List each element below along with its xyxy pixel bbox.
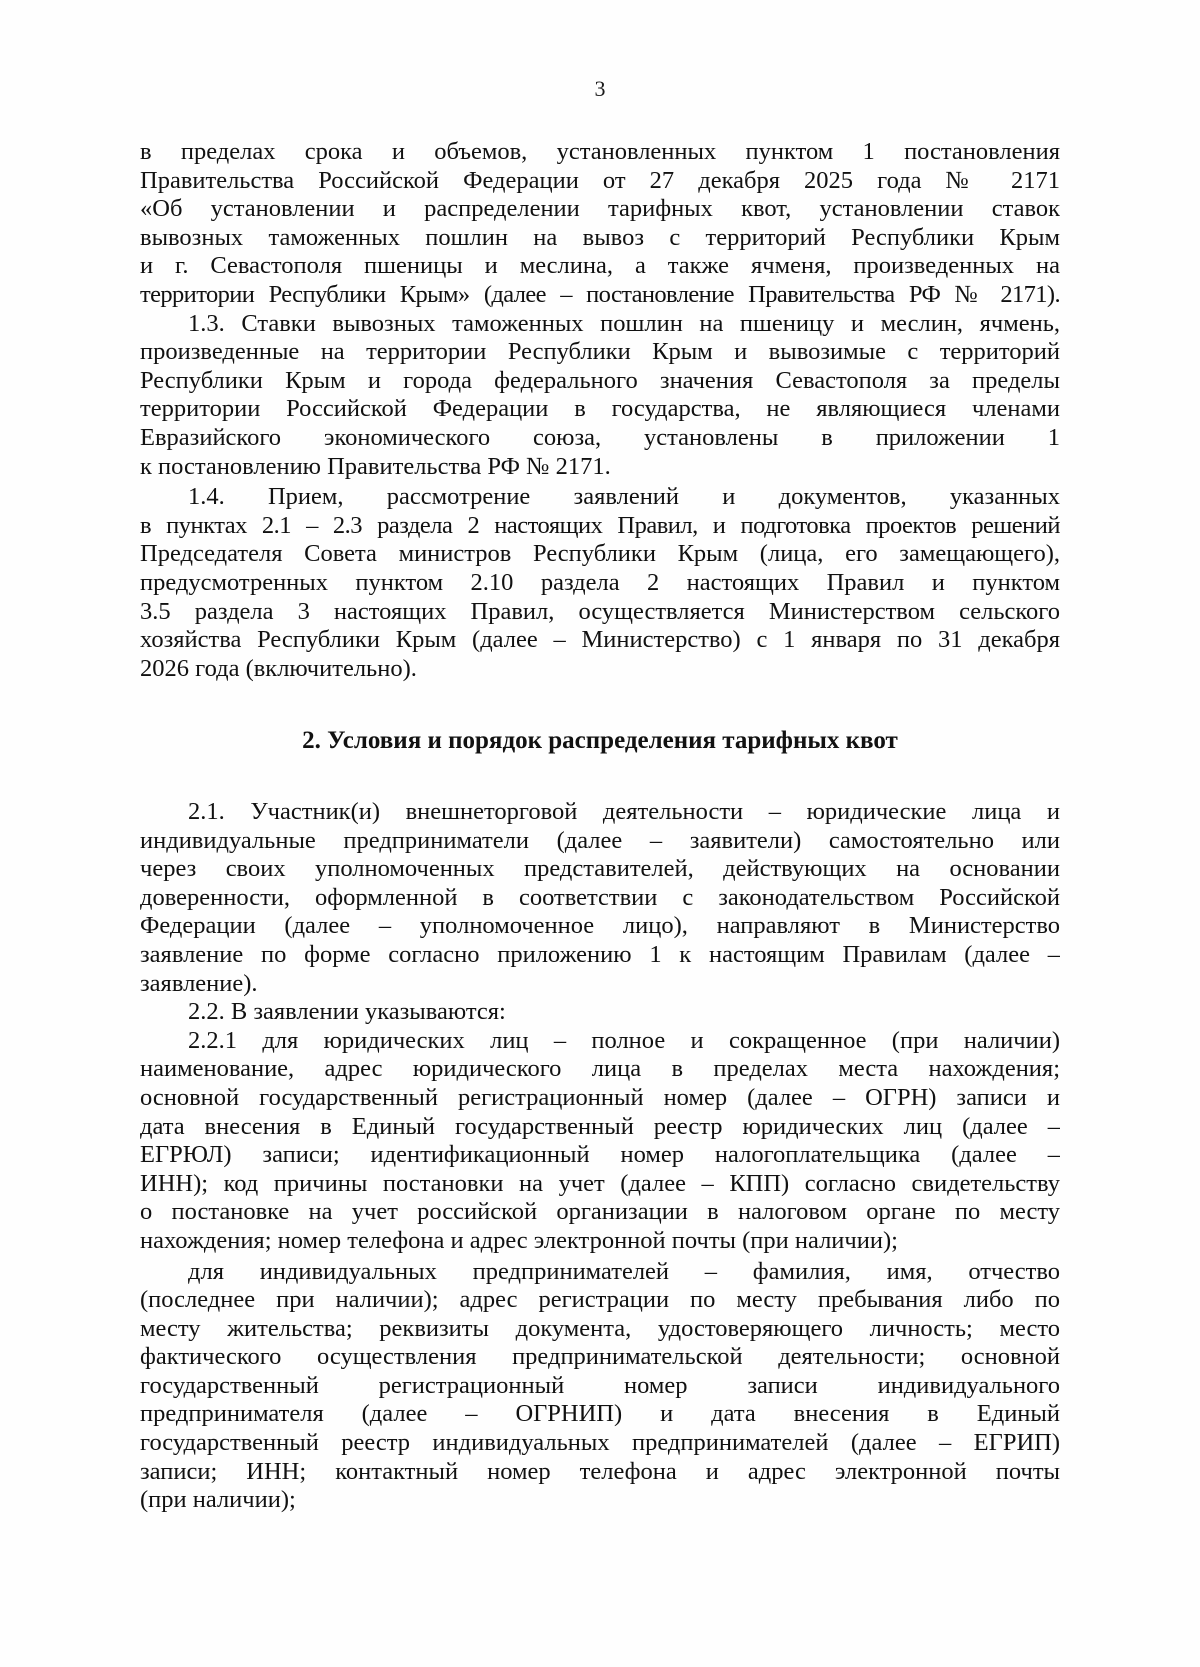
text-line: о постановке на учет российской организации в налоговом органе по месту <box>140 1198 1060 1226</box>
text-line: 2026 года (включительно). <box>140 654 417 682</box>
text-line: в пределах срока и объемов, установленных пунктом 1 постановления <box>140 138 1060 165</box>
text-line: Правительства Российской Федерации от 27 декабря 2025 года № 2171 <box>140 166 1060 194</box>
paragraphs-section-1 <box>140 138 1060 683</box>
section-heading: 2. Условия и порядок распределения тарифных квот <box>302 727 898 754</box>
text-line: «Об установлении и распределении тарифных квот, установлении ставок <box>140 195 1060 223</box>
text-line: ЕГРЮЛ) записи; идентификационный номер налогоплательщика (далее – <box>140 1141 1060 1169</box>
text-line: государственный регистрационный номер записи индивидуального <box>140 1371 1060 1399</box>
text-line: индивидуальные предприниматели (далее – заявители) самостоятельно или <box>140 826 1060 854</box>
paragraphs-section-2 <box>140 798 1060 1515</box>
text-line: Федерации (далее – уполномоченное лицо), направляют в Министерство <box>140 912 1060 940</box>
text-line: предусмотренных пунктом 2.10 раздела 2 настоящих Правил и пунктом <box>140 568 1060 596</box>
text-line: территории Республики Крым» (далее – постановление Правительства РФ № 2171). <box>140 280 1060 308</box>
text-line: произведенные на территории Республики Крым и вывозимые с территорий <box>140 338 1060 366</box>
text-line: (при наличии); <box>140 1486 296 1514</box>
text-line: в пунктах 2.1 – 2.3 раздела 2 настоящих Правил, и подготовка проектов решений <box>140 511 1060 539</box>
text-line: государственный реестр индивидуальных предпринимателей (далее – ЕГРИП) <box>140 1429 1060 1457</box>
text-line: заявление по форме согласно приложению 1 к настоящим Правилам (далее – <box>140 940 1060 968</box>
text-line: (последнее при наличии); адрес регистрации по месту пребывания либо по <box>140 1286 1060 1314</box>
text-line: доверенности, оформленной в соответствии с законодательством Российской <box>140 883 1060 911</box>
text-line: Евразийского экономического союза, установлены в приложении 1 <box>140 423 1060 451</box>
text-line: и г. Севастополя пшеницы и меслина, а также ячменя, произведенных на <box>140 252 1060 280</box>
text-line: вывозных таможенных пошлин на вывоз с территорий Республики Крым <box>140 223 1060 251</box>
text-line: Председателя Совета министров Республики Крым (лица, его замещающего), <box>140 540 1060 568</box>
text-line: записи; ИНН; контактный номер телефона и адрес электронной почты <box>140 1457 1060 1485</box>
text-line: 2.2. В заявлении указываются: <box>188 998 506 1026</box>
text-line: предпринимателя (далее – ОГРНИП) и дата внесения в Единый <box>140 1400 1060 1428</box>
page-number: 3 <box>594 76 606 101</box>
text-line: 1.3. Ставки вывозных таможенных пошлин на пшеницу и меслин, ячмень, <box>188 309 1060 337</box>
text-line: фактического осуществления предпринимательской деятельности; основной <box>140 1343 1060 1371</box>
text-line: для индивидуальных предпринимателей – фамилия, имя, отчество <box>188 1257 1060 1285</box>
text-line: 1.4. Прием, рассмотрение заявлений и документов, указанных <box>188 483 1060 511</box>
text-line: основной государственный регистрационный номер (далее – ОГРН) записи и <box>140 1083 1060 1111</box>
text-line: через своих уполномоченных представителей, действующих на основании <box>140 855 1060 883</box>
text-line: 2.1. Участник(и) внешнеторговой деятельности – юридические лица и <box>188 798 1060 825</box>
text-line: месту жительства; реквизиты документа, удостоверяющего личность; место <box>140 1314 1060 1342</box>
text-line: нахождения; номер телефона и адрес электронной почты (при наличии); <box>140 1226 898 1254</box>
text-line: 3.5 раздела 3 настоящих Правил, осуществляется Министерством сельского <box>140 597 1060 625</box>
text-line: к постановлению Правительства РФ № 2171. <box>140 452 611 480</box>
text-line: наименование, адрес юридического лица в пределах места нахождения; <box>140 1055 1060 1083</box>
text-line: дата внесения в Единый государственный реестр юридических лиц (далее – <box>140 1112 1060 1140</box>
text-line: Республики Крым и города федерального значения Севастополя за пределы <box>140 366 1060 394</box>
text-line: территории Российской Федерации в государства, не являющиеся членами <box>140 395 1060 423</box>
text-line: хозяйства Республики Крым (далее – Министерство) с 1 января по 31 декабря <box>140 626 1060 654</box>
text-line: ИНН); код причины постановки на учет (далее – КПП) согласно свидетельству <box>140 1169 1060 1197</box>
text-line: заявление). <box>140 969 258 997</box>
text-line: 2.2.1 для юридических лиц – полное и сокращенное (при наличии) <box>188 1026 1060 1054</box>
